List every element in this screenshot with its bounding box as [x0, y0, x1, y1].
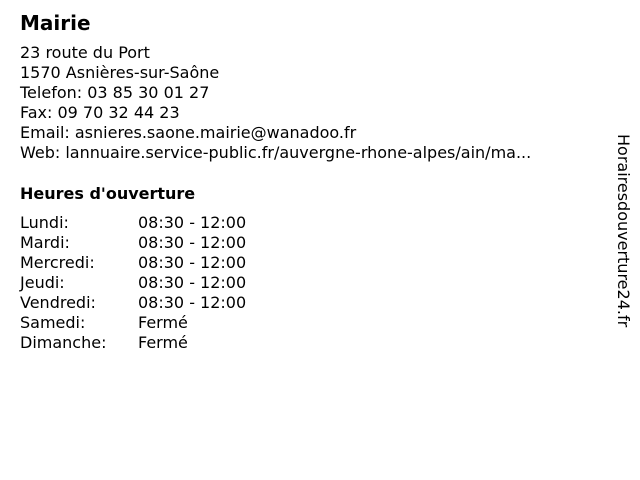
- website-url: Web: lannuaire.service-public.fr/auvergne-rhone-alpes/ain/ma...: [20, 143, 532, 162]
- day-label: Lundi:: [20, 213, 69, 232]
- hours-row-sunday: [20, 333, 246, 353]
- city-address: 1570 Asnières-sur-Saône: [20, 63, 220, 82]
- day-label: Mercredi:: [20, 253, 95, 272]
- hours-row-thursday: [20, 273, 246, 293]
- page-title: Mairie: [20, 11, 91, 35]
- day-label: Samedi:: [20, 313, 86, 332]
- time-value: Fermé: [138, 333, 188, 352]
- hours-row-saturday: [20, 313, 246, 333]
- hours-heading: Heures d'ouverture: [20, 184, 196, 203]
- time-value: 08:30 - 12:00: [138, 213, 247, 232]
- time-value: 08:30 - 12:00: [138, 253, 247, 272]
- day-label: Mardi:: [20, 233, 70, 252]
- hours-row-friday: [20, 293, 246, 313]
- opening-hours-list: [20, 213, 246, 353]
- day-label: Jeudi:: [20, 273, 65, 292]
- hours-row-monday: [20, 213, 246, 233]
- street-address: 23 route du Port: [20, 43, 150, 62]
- hours-row-tuesday: [20, 233, 246, 253]
- time-value: 08:30 - 12:00: [138, 233, 247, 252]
- time-value: Fermé: [138, 313, 188, 332]
- email-address: Email: asnieres.saone.mairie@wanadoo.fr: [20, 123, 357, 142]
- time-value: 08:30 - 12:00: [138, 273, 247, 292]
- site-watermark: Horairesdouverture24.fr: [614, 134, 633, 328]
- phone-number: Telefon: 03 85 30 01 27: [20, 83, 210, 102]
- hours-row-wednesday: [20, 253, 246, 273]
- day-label: Dimanche:: [20, 333, 107, 352]
- time-value: 08:30 - 12:00: [138, 293, 247, 312]
- fax-number: Fax: 09 70 32 44 23: [20, 103, 180, 122]
- day-label: Vendredi:: [20, 293, 96, 312]
- contact-info: [20, 43, 531, 163]
